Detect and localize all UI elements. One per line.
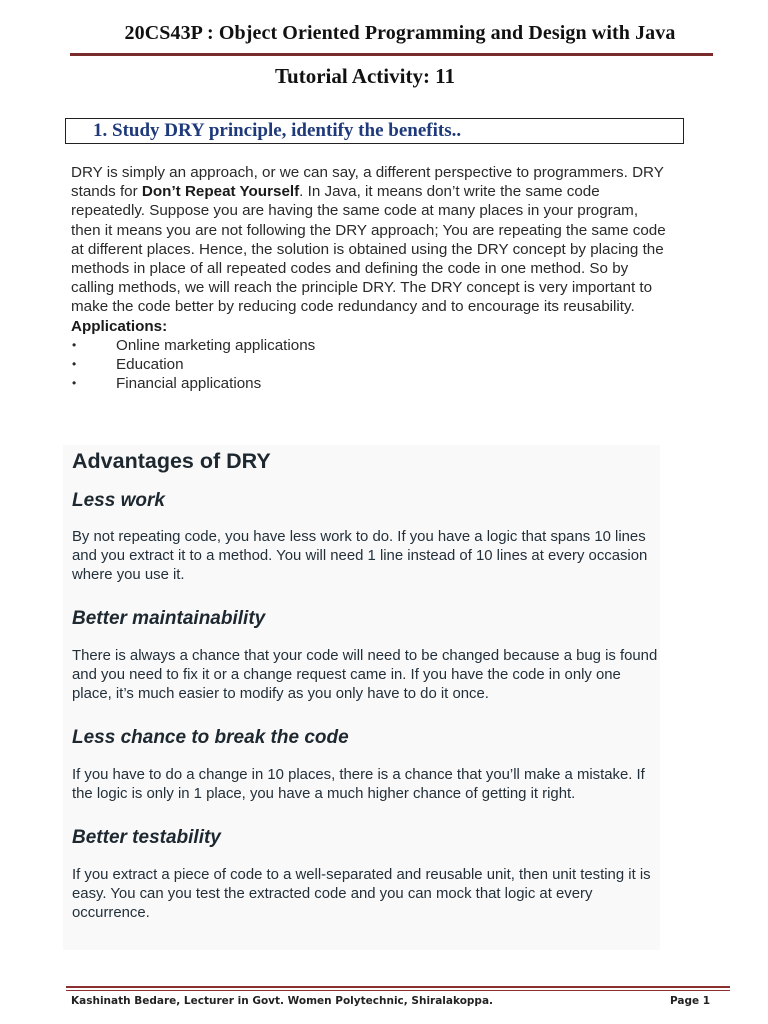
page-number: Page 1 — [670, 995, 711, 1007]
course-title: 20CS43P : Object Oriented Programming and Design with Java — [124, 22, 676, 44]
list-item-label: Online marketing applications — [116, 336, 316, 354]
footer-author: Kashinath Bedare, Lecturer in Govt. Women Polytechnic, Shiralakoppa. — [71, 995, 494, 1007]
section-heading-testability: Better testability — [72, 826, 221, 848]
list-item-label: Education — [116, 356, 184, 374]
section-heading-break-code: Less chance to break the code — [72, 727, 349, 749]
applications-heading: Applications: — [71, 317, 168, 335]
intro-paragraph — [71, 163, 671, 317]
advantages-section — [72, 447, 662, 923]
list-item — [71, 355, 671, 374]
bullet-icon: • — [72, 357, 77, 372]
section-body-less-work: By not repeating code, you have less work to do. If you have a logic that spans 10 lines and you extract it to a method. You will need 1 line instead of 10 lines at every occasion where you use it. — [72, 529, 648, 584]
section-heading-maintainability: Better maintainability — [72, 607, 266, 629]
footer-rule-thin — [66, 990, 730, 991]
bullet-icon: • — [72, 337, 77, 352]
section-body-maintainability: There is always a chance that your code will need to be changed because a bug is found and you need to fix it or a change request came in. If you have the code in only one place, it’s much easier to modify as you only have to do it once. — [72, 647, 658, 703]
list-item-label: Financial applications — [116, 375, 262, 393]
list-item — [71, 374, 671, 393]
list-item — [71, 336, 671, 355]
intro-text-bold: Don’t Repeat Yourself — [141, 183, 300, 201]
intro-text-start: DRY is simply an approach, or we can say, a different perspective to programmers. DRY stands for — [71, 164, 664, 201]
advantages-title: Advantages of DRY — [72, 449, 271, 473]
activity-title: Tutorial Activity: 11 — [274, 64, 456, 88]
applications-list — [71, 336, 671, 394]
section-body-break-code: If you have to do a change in 10 places, there is a chance that you’ll make a mistake. If the logic is only in 1 place, you have a much higher chance of getting it right. — [72, 767, 645, 803]
section-heading-less-work: Less work — [72, 490, 165, 511]
header-rule — [70, 53, 713, 56]
intro-text-end: . In Java, it means don’t write the same code repeatedly. Suppose you are having the same code at many places in your program, then it means you are not following the DRY approach; You are repeating the same code at different places. Hence, the solution is obtained using the DRY concept by placing the methods in place of all repeated codes and defining the code in one method. So by calling methods, we will reach the principle DRY. The DRY concept is very important to make the code better by reducing code redundancy and to encourage its reusability. — [71, 183, 666, 316]
intro-section — [71, 163, 671, 393]
section-body-testability: If you extract a piece of code to a well-separated and reusable unit, then unit testing it is easy. You can you test the extracted code and you can mock that logic at every occurrence. — [72, 866, 651, 922]
footer-rule — [66, 986, 730, 988]
bullet-icon: • — [72, 376, 77, 391]
task-heading: 1. Study DRY principle, identify the benefits.. — [93, 120, 462, 141]
